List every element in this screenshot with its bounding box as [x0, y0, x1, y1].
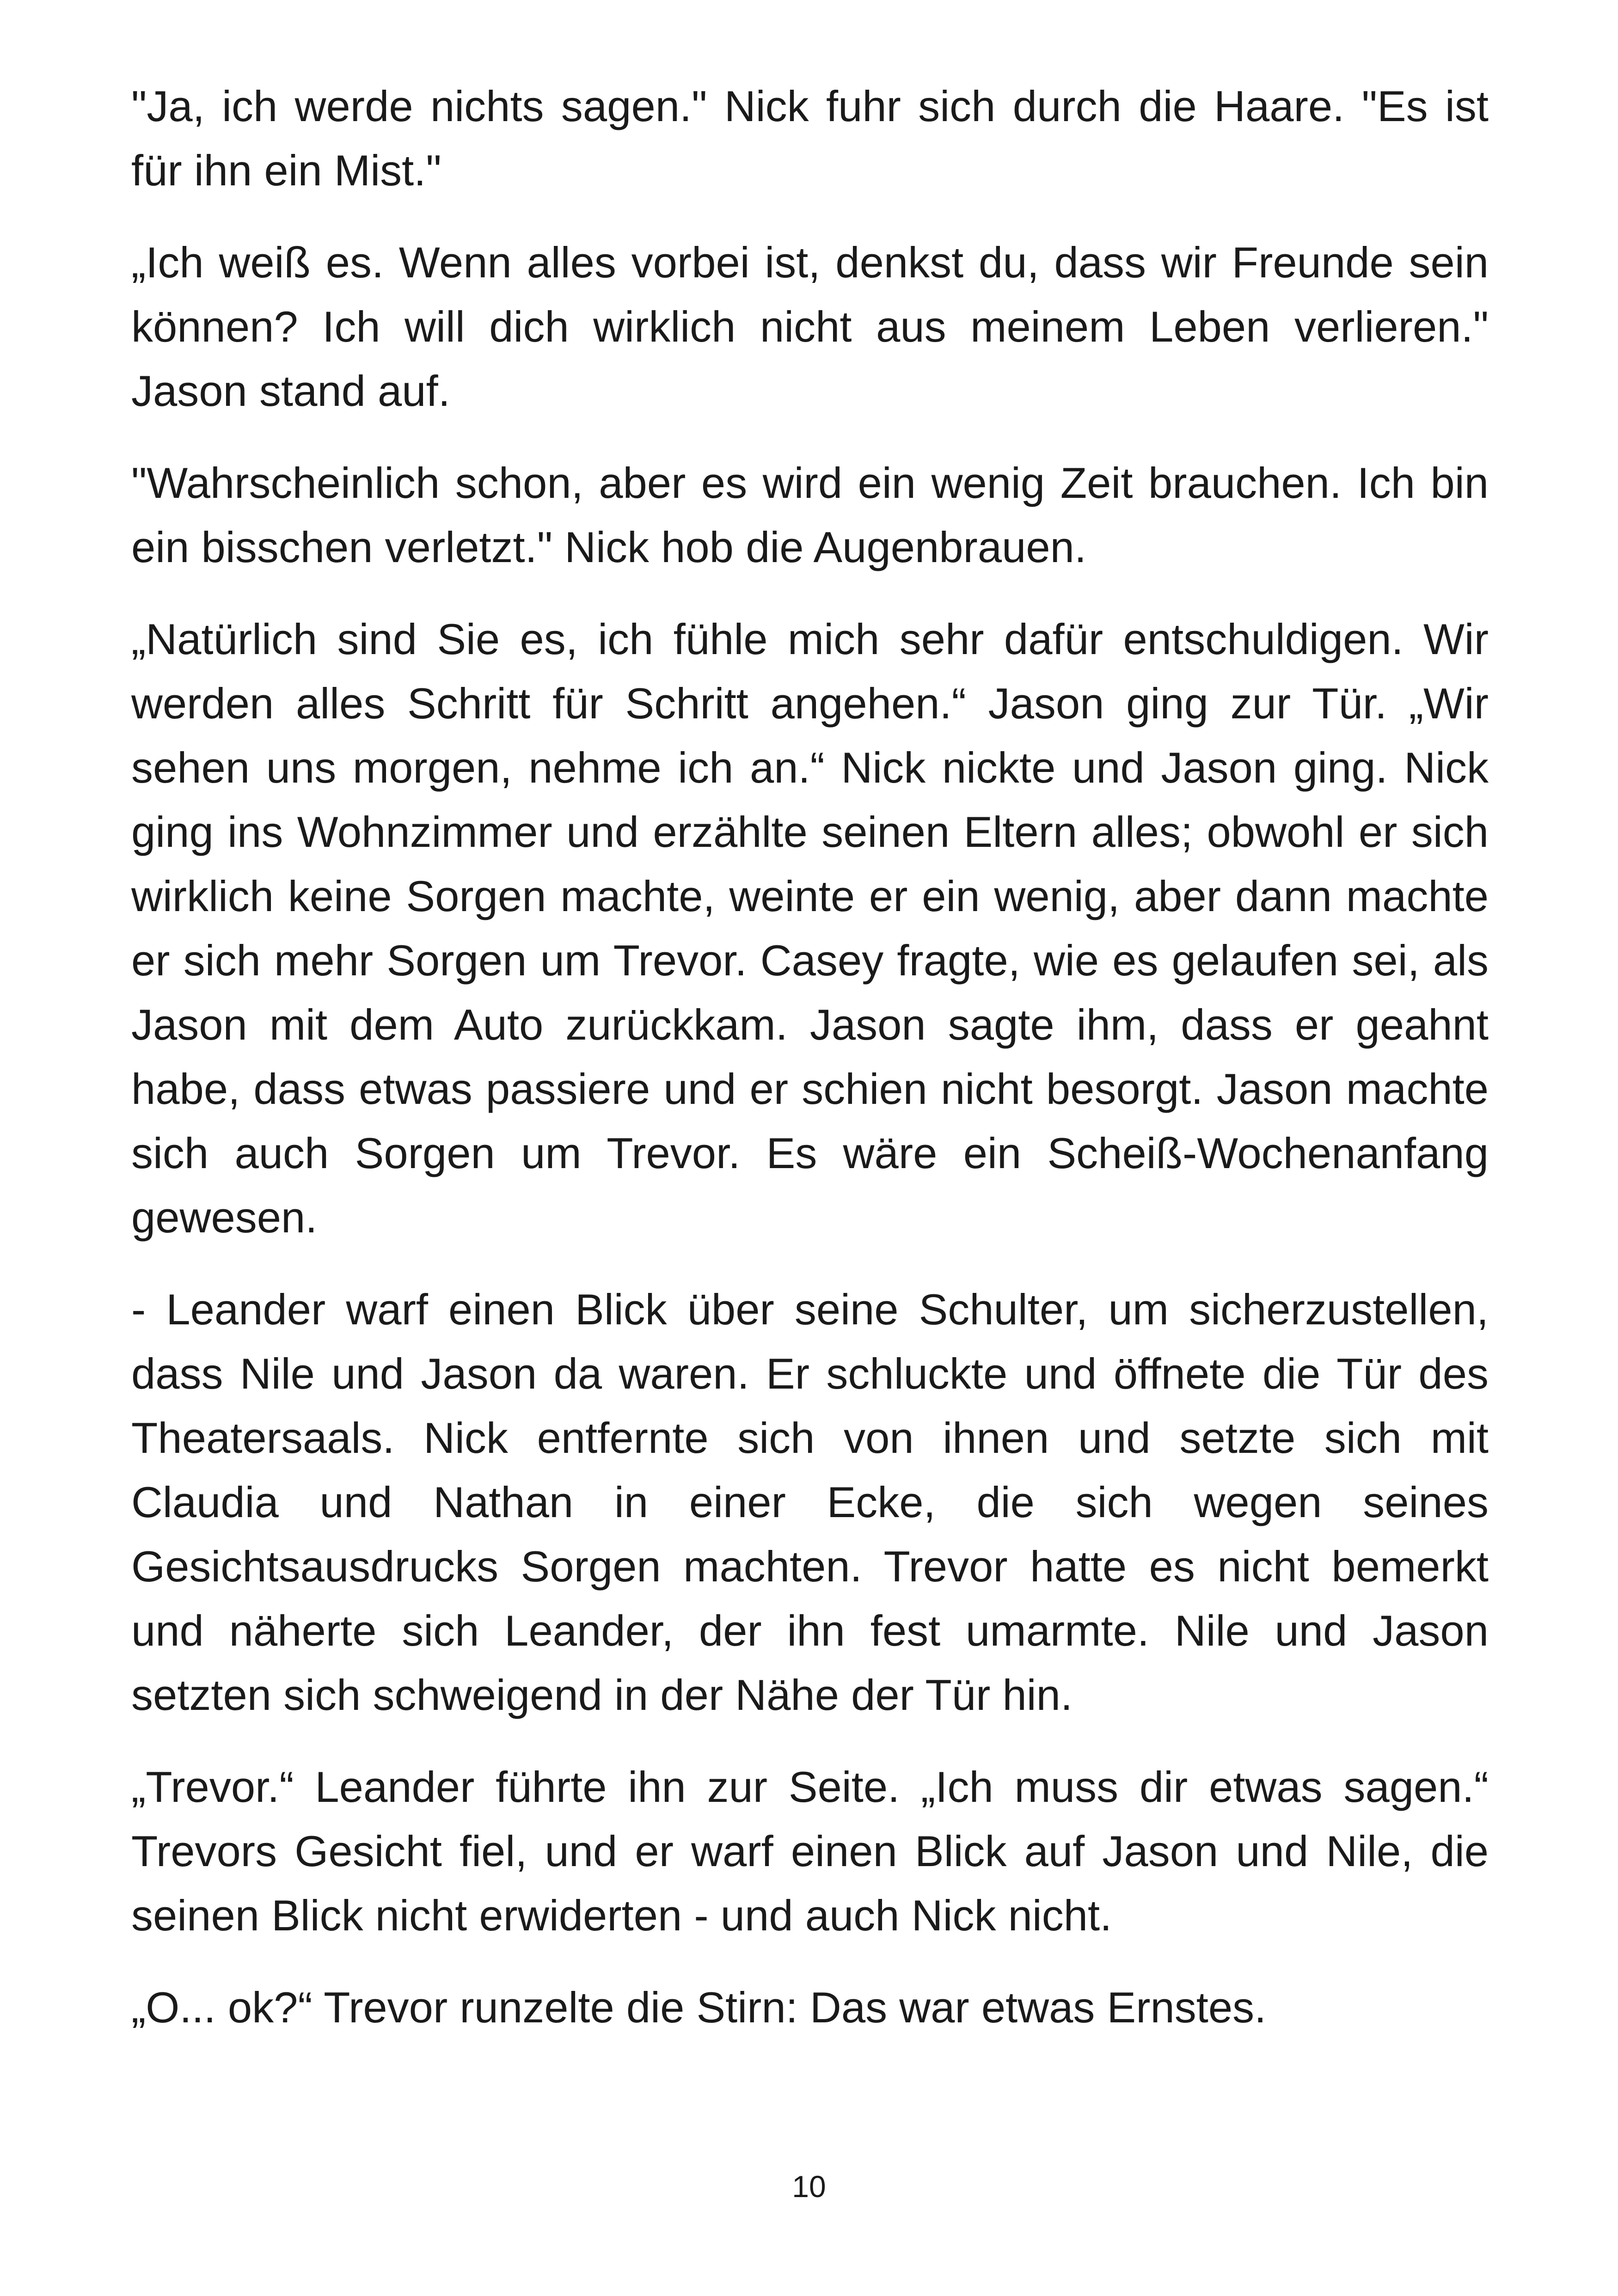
paragraph: „Trevor.“ Leander führte ihn zur Seite. „Ich muss dir etwas sagen.“ Trevors Gesicht fiel, und er warf einen Blick auf Jason und Nile, die seinen Blick nicht erwiderten - und auch Nick nicht. [131, 1763, 1489, 1940]
paragraph: "Wahrscheinlich schon, aber es wird ein wenig Zeit brauchen. Ich bin ein bisschen verletzt." Nick hob die Augenbrauen. [131, 459, 1489, 571]
paragraph: „Ich weiß es. Wenn alles vorbei ist, denkst du, dass wir Freunde sein können? Ich will dich wirklich nicht aus meinem Leben verlieren." Jason stand auf. [131, 238, 1489, 415]
paragraph: „Natürlich sind Sie es, ich fühle mich sehr dafür entschuldigen. Wir werden alles Schritt für Schritt angehen.“ Jason ging zur Tür. „Wir sehen uns morgen, nehme ich an.“ Nick nickte und Jason ging. Nick ging ins Wohnzimmer und erzählte seinen Eltern alles; obwohl er sich wirklich keine Sorgen machte, weinte er ein wenig, aber dann machte er sich mehr Sorgen um Trevor. Casey fragte, wie es gelaufen sei, als Jason mit dem Auto zurückkam. Jason sagte ihm, dass er geahnt habe, dass etwas passiere und er schien nicht besorgt. Jason machte sich auch Sorgen um Trevor. Es wäre ein Scheiß-Wochenanfang gewesen. [131, 615, 1489, 1242]
paragraph: "Ja, ich werde nichts sagen." Nick fuhr sich durch die Haare. "Es ist für ihn ein Mist." [131, 82, 1489, 195]
page-number: 10 [792, 2169, 826, 2204]
paragraph: - Leander warf einen Blick über seine Schulter, um sicherzustellen, dass Nile und Jason da waren. Er schluckte und öffnete die Tür des Theatersaals. Nick entfernte sich von ihnen und setzte sich mit Claudia und Nathan in einer Ecke, die sich wegen seines Gesichtsausdrucks Sorgen machten. Trevor hatte es nicht bemerkt und näherte sich Leander, der ihn fest umarmte. Nile und Jason setzten sich schweigend in der Nähe der Tür hin. [131, 1285, 1489, 1719]
body-text [131, 74, 1489, 2039]
paragraph: „O... ok?“ Trevor runzelte die Stirn: Das war etwas Ernstes. [131, 1983, 1267, 2032]
